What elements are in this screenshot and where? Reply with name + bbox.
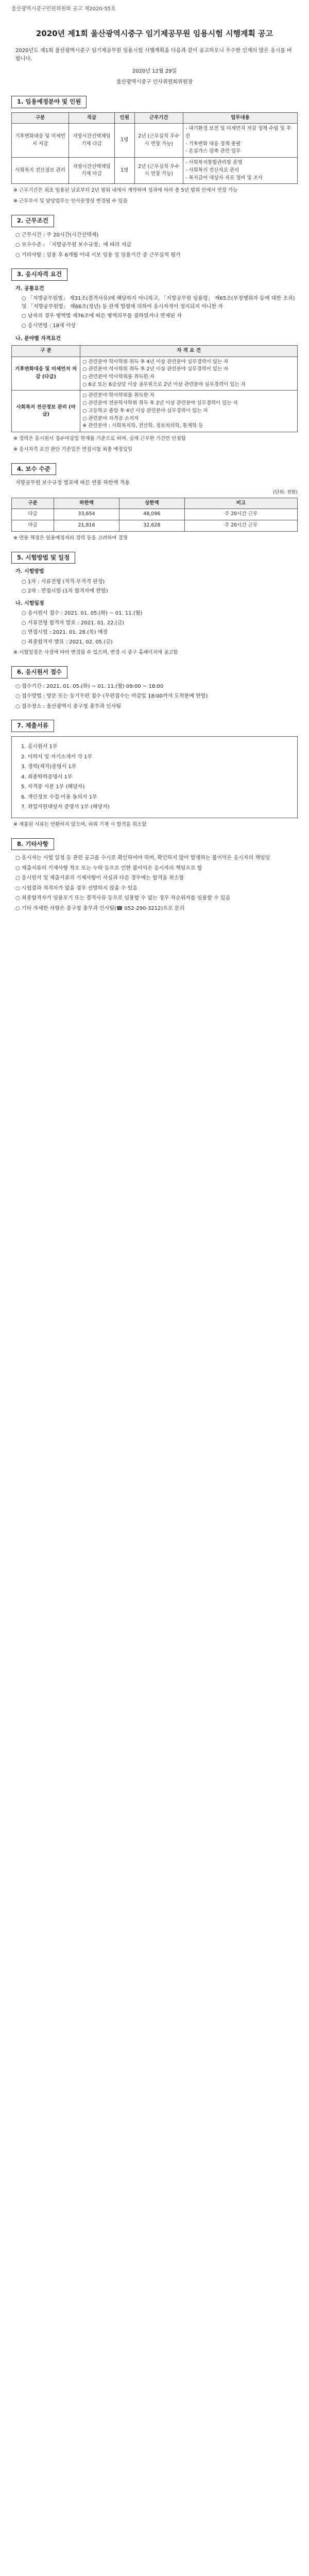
- table-header: 구분: [12, 112, 69, 124]
- subsection-title: 나. 시험일정: [15, 600, 44, 606]
- list-item: ○ 보수수준 : 「지방공무원 보수규정」에 따라 지급: [15, 242, 132, 248]
- list-item: 7. 취업지원대상자 증명서 1부 (해당자): [21, 804, 110, 810]
- subsection-title: 가. 시험방법: [15, 569, 44, 575]
- list-item: 2. 이력서 및 자기소개서 각 1부: [21, 754, 93, 760]
- list-item: ○ 접수방법 : 방문 또는 등기우편 접수 (우편접수는 마감일 18:00까지 도착분에 한함): [15, 693, 208, 700]
- list-item: ○ 접수장소 : 울산광역시 중구청 총무과 인사팀: [15, 703, 122, 709]
- table-header: 근무기간: [134, 112, 183, 124]
- note: ※ 제출된 서류는 반환하지 않으며, 허위 기재 시 합격을 취소함: [13, 821, 147, 827]
- list-item: ○ 서류전형 합격자 발표 : 2021. 01. 22.(금): [22, 620, 125, 626]
- list-item: ○ 2차 : 면접시험 (1차 합격자에 한함): [22, 588, 108, 595]
- table-row: 기후변화대응 및 미세먼지 저감 (다급) ○ 관련분야 학사학위 취득 후 4년 이상 관련분야 실무경력이 있는 자 ○ 관련분야 석사학위 취득 후 2년 이상 관련분야 실무경력이 있는 자 ○ 관련분야 박사학위를 취득한 자 ○ 6급 또는 6급상당 이상 공무원으로 2년 이상 관련분야 실무경력이 있는 자: [12, 357, 298, 391]
- note: ※ 근무부서 및 담당업무는 인사운영상 변경될 수 있음: [13, 198, 128, 205]
- section-6-title: 6. 응시원서 접수: [11, 666, 67, 679]
- page-title: 2020년 제1회 울산광역시중구 임기제공무원 임용시험 시행계획 공고: [36, 28, 273, 38]
- section-8-header: [11, 838, 298, 851]
- list-item: ○ 기타 자세한 사항은 중구청 총무과 인사팀(☎ 052-290-3212)으로 문의: [15, 905, 185, 911]
- note: ※ 시험일정은 사정에 따라 변경될 수 있으며, 변경 시 중구 홈페이지에 공고함: [13, 650, 178, 656]
- section-5-title: 5. 시험방법 및 일정: [11, 552, 75, 564]
- document-page: [0, 0, 309, 927]
- list-item: 1. 응시원서 1부: [21, 744, 58, 750]
- subsection-title: 가. 공통요건: [15, 285, 44, 292]
- table-header: 인원: [114, 112, 134, 124]
- list-item: ○ 응시원서 및 제출서류의 기재사항이 사실과 다른 경우에는 합격을 취소함: [15, 875, 184, 882]
- list-item: ○ 응시자는 시험 일정 등 관련 공고를 수시로 확인하여야 하며, 확인하지 않아 발생하는 불이익은 응시자의 책임임: [15, 855, 270, 861]
- qualification-table: [11, 345, 298, 432]
- intro-text: 2020년도 제1회 울산광역시중구 임기제공무원 임용시험 시행계획을 다음과 같이 공고하오니 우수한 인재의 많은 응시를 바랍니다.: [15, 47, 292, 62]
- subsection-title: 나. 분야별 자격요건: [15, 336, 61, 342]
- table-header: 자 격 요 건: [80, 345, 298, 357]
- paragraph: 지방공무원 보수규정 별표에 따른 연봉 하한액 적용: [15, 480, 130, 486]
- notice-number: 울산광역시중구민원위원회 공고 제2020-55호: [11, 6, 116, 12]
- list-item: 3. 경력(재직)증명서 1부: [21, 764, 77, 770]
- section-6-header: [11, 666, 298, 679]
- list-item: 4. 최종학력증명서 1부: [21, 774, 73, 780]
- list-item: ○ 접수기간 : 2021. 01. 05.(화) ~ 01. 11.(월) 09:00 ~ 18:00: [15, 683, 164, 689]
- table-header: 직급: [69, 112, 115, 124]
- recruitment-table: [11, 112, 298, 184]
- list-item: ○ 근무시간 : 주 20시간(시간선택제): [15, 232, 99, 238]
- note: ※ 응시자격 요건 판단 기준일은 면접시험 최종 예정일임: [13, 446, 132, 452]
- section-4-title: 4. 보수 수준: [11, 463, 56, 476]
- list-item: ○ 1차 : 서류전형 (적격·부적격 판정): [22, 579, 105, 585]
- notice-org: 울산광역시중구 인사위원회위원장: [116, 79, 193, 86]
- table-header: 상한액: [119, 498, 184, 509]
- section-5-header: [11, 552, 298, 564]
- list-item: ○ 시험결과 적격자가 없을 경우 선발하지 않을 수 있음: [15, 885, 138, 891]
- list-item: ○ 응시연령 : 18세 이상: [22, 323, 76, 329]
- list-item: 5. 자격증 사본 1부 (해당자): [21, 784, 85, 790]
- table-row: 마급 21,816 32,628 주 20시간 근무: [12, 520, 298, 532]
- section-1-header: [11, 96, 298, 108]
- section-4-header: [11, 463, 298, 476]
- section-3-header: [11, 268, 298, 281]
- table-header: 구 분: [12, 345, 80, 357]
- list-item: ○ 「지방공무원법」 제31조(결격사유)에 해당하지 아니하고, 「지방공무원 임용령」 제65조(부정행위자 등에 대한 조치) 및 「지방공무원법」 제66조(정년) 등 관계 법령에 의하여 응시자격이 정지되지 아니한 자: [22, 296, 295, 310]
- list-item: ○ 최종합격자가 임용포기 또는 결격사유 등으로 임용할 수 없는 경우 차순위자를 임용할 수 있음: [15, 895, 231, 902]
- unit-label: (단위: 천원): [273, 489, 298, 495]
- list-item: ○ 응시원서 접수 : 2021. 01. 05.(화) ~ 01. 11.(월): [22, 611, 143, 617]
- list-item: ○ 면접시험 : 2021. 01. 28.(목) 예정: [22, 630, 108, 636]
- list-item: ○ 제출서류의 기재사항 착오 또는 누락 등으로 인한 불이익은 응시자의 책임으로 함: [15, 865, 202, 871]
- section-2-header: [11, 215, 298, 227]
- table-row: 사회복지 전산정보 관리 (마급) ○ 관련분야 학사학위를 취득한 자 ○ 관련분야 전문학사학위 취득 후 2년 이상 관련분야 실무경력이 있는 자 ○ 고등학교 졸업 후 4년 이상 관련분야 실무경력이 있는 자 ○ 관련분야 자격증 소지자 ※ 관련분야 : 사회복지학, 전산학, 정보처리학, 통계학 등: [12, 391, 298, 432]
- table-row: 사회복지 전산정보 관리 지방시간선택제임기제 마급 1명 2년 (근무실적 우수시 연장 가능) - 사회복지통합관리망 운영 - 사회복지 전산자료 관리 - 복지급여 대상자 자료 정비 및 조사: [12, 158, 298, 184]
- note: ※ 연봉 책정은 임용예정자의 경력 등을 고려하여 결정: [13, 535, 128, 541]
- section-2-title: 2. 근무조건: [11, 215, 54, 227]
- table-row: 다급 33,654 48,096 주 20시간 근무: [12, 509, 298, 520]
- note: ※ 경력은 응시원서 접수마감일 현재를 기준으로 하며, 실제 근무한 기간만 인정함: [13, 436, 186, 442]
- table-header: 하한액: [54, 498, 119, 509]
- note: ※ 근무기간은 최초 임용된 날로부터 2년 범위 내에서 계약하며 성과에 따라 총 5년 범위 안에서 연장 가능: [13, 188, 238, 194]
- section-3-title: 3. 응시자격 요건: [11, 268, 67, 281]
- table-row: 기후변화대응 및 미세먼지 저감 지방시간선택제임기제 다급 1명 2년 (근무실적 우수시 연장 가능) - 대기환경 보전 및 미세먼지 저감 정책 수립 및 추진 - 기후변화 대응 정책 총괄 - 온실가스 감축 관련 업무: [12, 124, 298, 158]
- section-8-title: 8. 기타사항: [11, 838, 54, 851]
- list-item: ○ 기타사항 : 임용 후 6개월 이내 시보 임용 및 임용기간 중 근무실적 평가: [15, 252, 181, 258]
- table-header: 구분: [12, 498, 54, 509]
- section-1-title: 1. 임용예정분야 및 인원: [11, 96, 87, 108]
- salary-table: [11, 498, 298, 532]
- list-item: 6. 개인정보 수집·이용 동의서 1부: [21, 794, 97, 800]
- documents-box: [11, 736, 298, 818]
- table-header: 비고: [184, 498, 297, 509]
- section-7-header: [11, 720, 298, 732]
- table-header: 업무내용: [183, 112, 297, 124]
- section-7-title: 7. 제출서류: [11, 720, 54, 732]
- notice-date: 2020년 12월 29일: [132, 68, 177, 74]
- list-item: ○ 최종합격자 발표 : 2021. 02. 05.(금): [22, 639, 113, 645]
- list-item: ○ 남자의 경우 병역법 제76조에 따른 병역의무를 필하였거나 면제된 자: [22, 313, 182, 319]
